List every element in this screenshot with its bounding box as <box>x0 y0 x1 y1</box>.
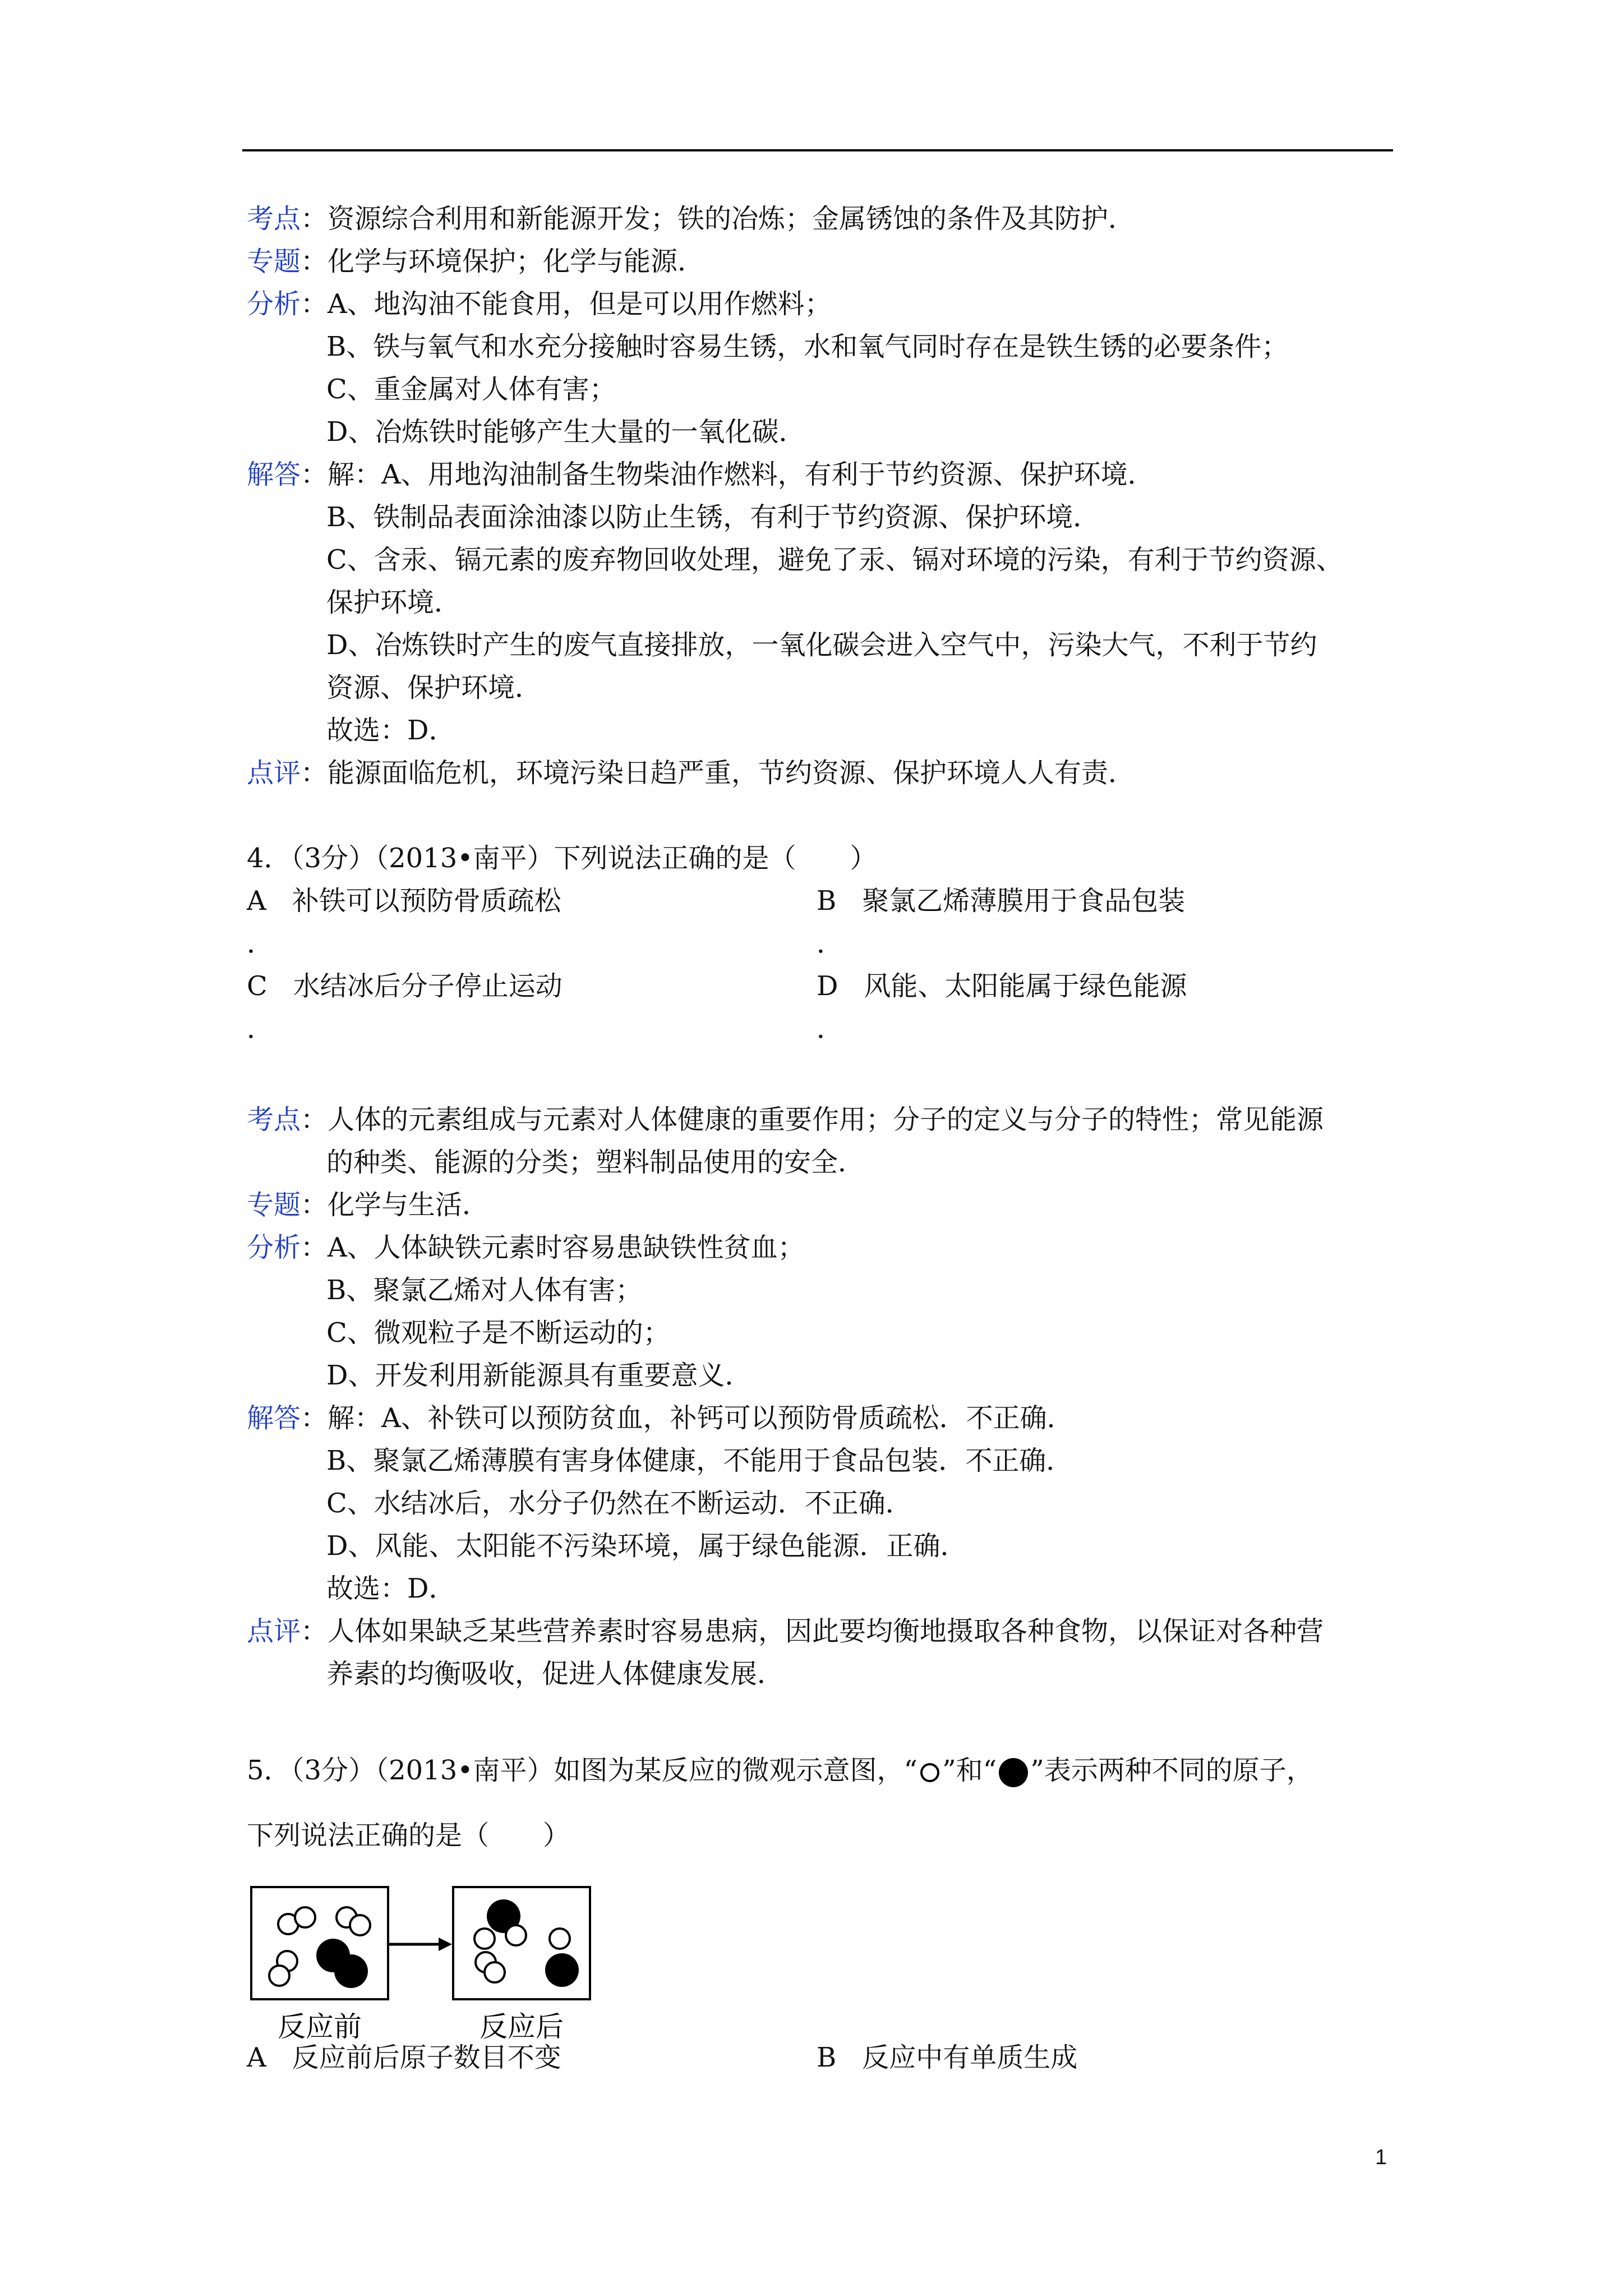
fenxi-label: 分析 <box>247 288 301 320</box>
zhuanti-label: 专题 <box>247 1189 301 1221</box>
after-label: 反应后 <box>479 2010 564 2043</box>
q4-jieda-line: 故选：D． <box>326 1573 456 1604</box>
kaodian-label: 考点 <box>247 1104 301 1135</box>
jieda-label: 解答 <box>247 459 301 490</box>
q3-jieda-line: 资源、保护环境． <box>326 672 542 703</box>
q3-jieda-line: B、铁制品表面涂油漆以防止生锈，有利于节约资源、保护环境． <box>326 501 1100 533</box>
q3-fenxi-line: D、冶炼铁时能够产生大量的一氧化碳． <box>326 416 806 448</box>
dianping-label: 点评 <box>247 757 301 789</box>
q4-option-dot: ． <box>817 1013 844 1045</box>
before-box <box>251 1887 388 1999</box>
q4-option-b: B 聚氯乙烯薄膜用于食品包装 <box>817 885 1186 917</box>
q4-option-dot: ． <box>817 928 844 959</box>
q3-jieda: 解答：解：A、用地沟油制备生物柴油作燃料，有利于节约资源、保护环境． <box>247 459 1155 490</box>
q4-fenxi: 分析：A、人体缺铁元素时容易患缺铁性贫血； <box>247 1232 805 1263</box>
q4-dianping-line: 养素的均衡吸收，促进人体健康发展． <box>326 1658 785 1690</box>
q3-jieda-line: 保护环境． <box>326 587 462 618</box>
q3-dianping: 点评：能源面临危机，环境污染日趋严重，节约资源、保护环境人人有责． <box>247 757 1136 789</box>
solid-atom-icon <box>997 1756 1030 1789</box>
q4-stem: 4．（3分）（2013•南平）下列说法正确的是（ ） <box>247 843 877 874</box>
q4-jieda-line: B、聚氯乙烯薄膜有害身体健康，不能用于食品包装．不正确． <box>326 1445 1073 1476</box>
q4-option-dot: ． <box>247 928 274 959</box>
q5-option-b: B 反应中有单质生成 <box>817 2042 1078 2073</box>
q5-option-a: A 反应前后原子数目不变 <box>247 2042 561 2073</box>
page-number: 1 <box>1375 2146 1387 2169</box>
fenxi-label: 分析 <box>247 1232 301 1263</box>
q4-kaodian-line: 的种类、能源的分类；塑料制品使用的安全． <box>326 1147 865 1178</box>
q4-option-c: C 水结冰后分子停止运动 <box>247 970 562 1002</box>
q4-dianping: 点评：人体如果缺乏某些营养素时容易患病，因此要均衡地摄取各种食物，以保证对各种营 <box>247 1616 1324 1647</box>
zhuanti-label: 专题 <box>247 246 301 277</box>
after-box <box>453 1887 590 1999</box>
q3-fenxi-line: C、重金属对人体有害； <box>326 374 616 405</box>
header-rule <box>242 149 1393 151</box>
q4-option-a: A 补铁可以预防骨质疏松 <box>247 885 561 917</box>
q4-zhuanti: 专题：化学与生活． <box>247 1189 490 1221</box>
q3-fenxi-line: B、铁与氧气和水充分接触时容易生锈，水和氧气同时存在是铁生锈的必要条件； <box>326 331 1289 362</box>
q3-jieda-line: 故选：D． <box>326 715 456 746</box>
q4-fenxi-line: D、开发利用新能源具有重要意义． <box>326 1360 752 1391</box>
q4-fenxi-line: C、微观粒子是不断运动的； <box>326 1317 670 1349</box>
q3-jieda-line: D、冶炼铁时产生的废气直接排放，一氧化碳会进入空气中，污染大气，不利于节约 <box>326 629 1317 661</box>
jieda-label: 解答 <box>247 1402 301 1434</box>
q3-fenxi: 分析：A、地沟油不能食用，但是可以用作燃料； <box>247 288 832 320</box>
q4-jieda: 解答：解：A、补铁可以预防贫血，补钙可以预防骨质疏松．不正确． <box>247 1402 1074 1434</box>
reaction-diagram <box>250 1886 598 2049</box>
q3-kaodian: 考点：资源综合利用和新能源开发；铁的冶炼；金属锈蚀的条件及其防护． <box>247 203 1136 234</box>
q4-jieda-line: C、水结冰后，水分子仍然在不断运动．不正确． <box>326 1488 912 1519</box>
q3-zhuanti: 专题：化学与环境保护；化学与能源． <box>247 246 705 277</box>
dianping-label: 点评 <box>247 1616 301 1647</box>
q4-fenxi-line: B、聚氯乙烯对人体有害； <box>326 1274 643 1306</box>
before-label: 反应前 <box>278 2010 362 2043</box>
q4-option-d: D 风能、太阳能属于绿色能源 <box>817 970 1187 1002</box>
arrow-head <box>439 1938 452 1951</box>
hollow-atom-icon <box>917 1760 942 1785</box>
q5-stem: 5．（3分）（2013•南平）如图为某反应的微观示意图，“ ”和“ ”表示两种不同的原子， <box>247 1754 1313 1789</box>
q5-stem-line2: 下列说法正确的是（ ） <box>247 1820 570 1851</box>
q3-jieda-line: C、含汞、镉元素的废弃物回收处理，避免了汞、镉对环境的污染，有利于节约资源、 <box>326 544 1343 576</box>
q4-option-dot: ． <box>247 1013 274 1045</box>
q4-kaodian: 考点：人体的元素组成与元素对人体健康的重要作用；分子的定义与分子的特性；常见能源 <box>247 1104 1324 1135</box>
kaodian-label: 考点 <box>247 203 301 234</box>
q4-jieda-line: D、风能、太阳能不污染环境，属于绿色能源．正确． <box>326 1530 967 1562</box>
